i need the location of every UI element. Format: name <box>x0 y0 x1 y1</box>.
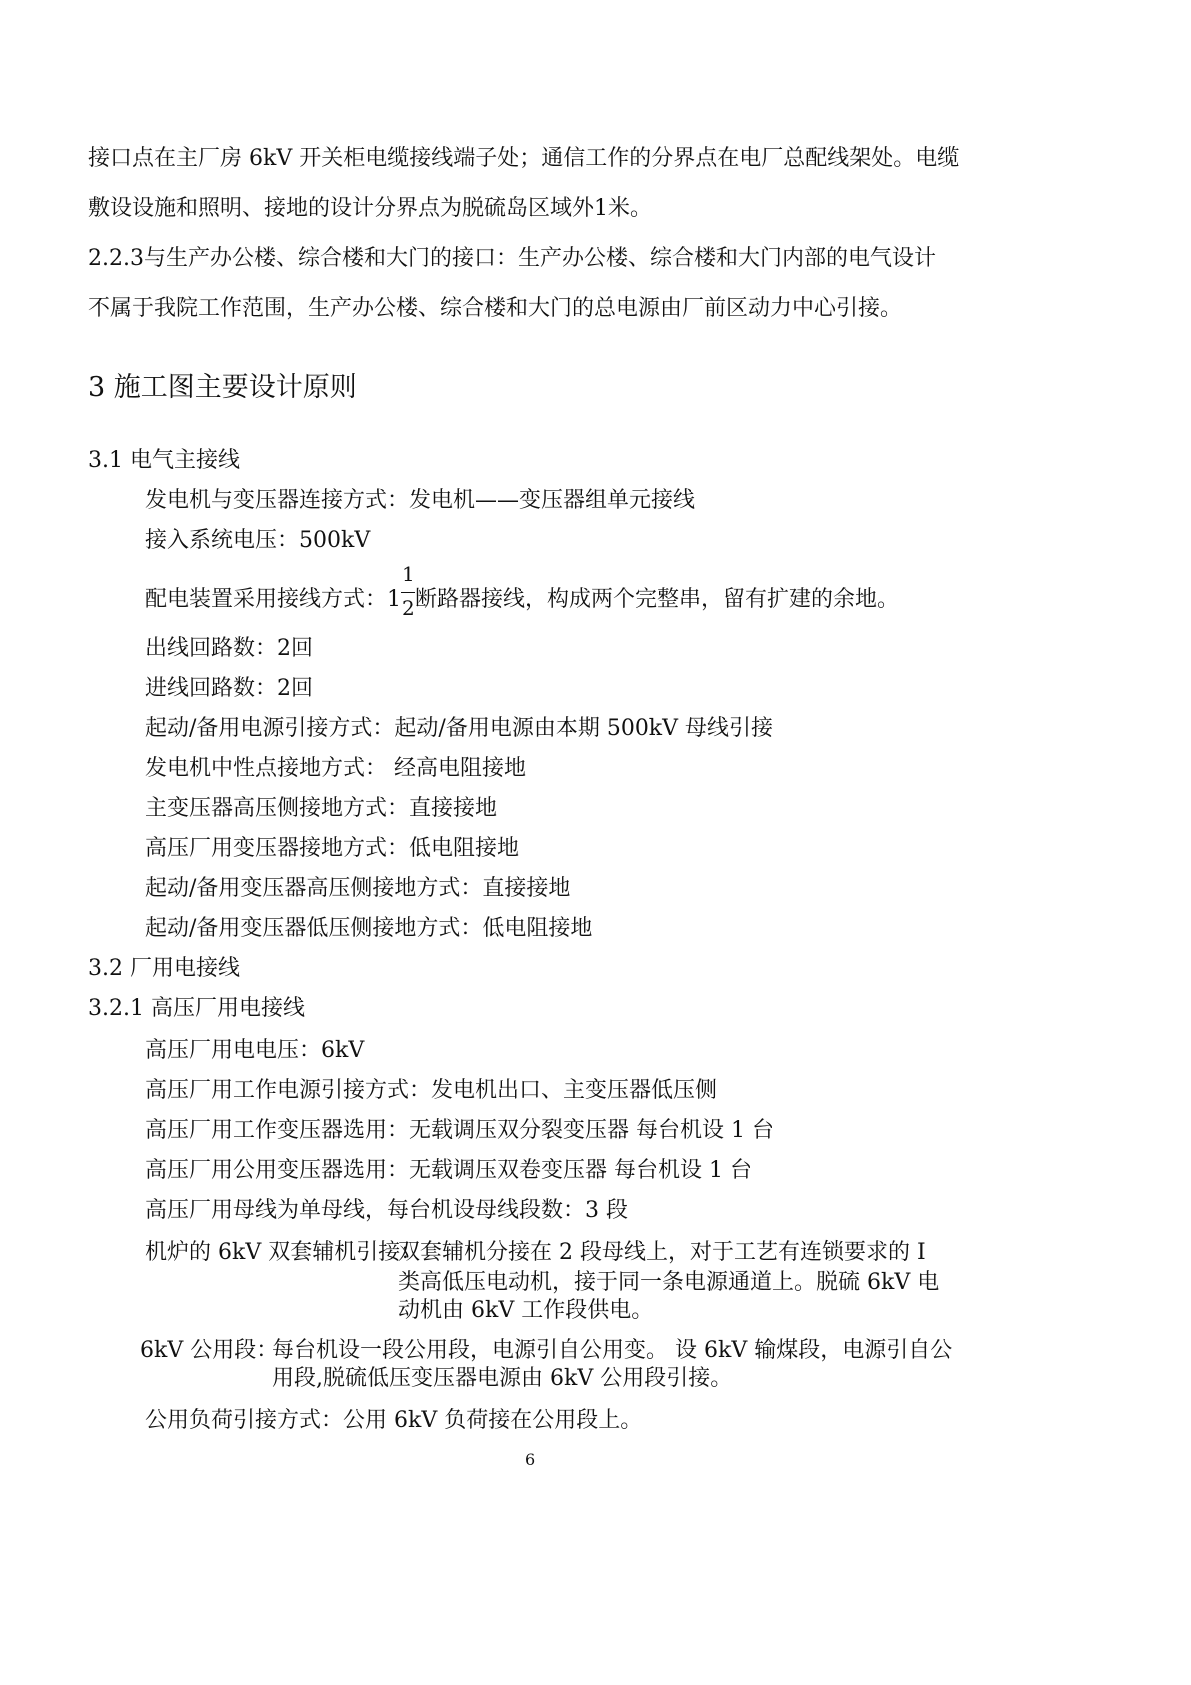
section-3-2-1-heading: 3.2.1 高压厂用电接线 <box>88 996 305 1021</box>
fraction-bar <box>401 592 415 593</box>
section-3-heading: 3 施工图主要设计原则 <box>88 372 357 403</box>
aux-line-3: 动机由 6kV 工作段供电。 <box>398 1298 654 1323</box>
item-gen-transformer-connection: 发电机与变压器连接方式：发电机——变压器组单元接线 <box>145 488 696 513</box>
public-section-label: 6kV 公用段： <box>140 1338 279 1363</box>
one-half-fraction <box>401 562 415 620</box>
item-outgoing-circuits: 出线回路数：2回 <box>145 636 313 661</box>
public-section-line-1: 每台机设一段公用段，电源引自公用变。 设 6kV 输煤段，电源引自公 <box>272 1338 953 1363</box>
switchgear-suffix: 断路器接线，构成两个完整串，留有扩建的余地。 <box>415 587 900 612</box>
intro-line-1: 接口点在主厂房 6kV 开关柜电缆接线端子处；通信工作的分界点在电厂总配线架处。电缆 <box>88 146 960 171</box>
item-hv-busbar-sections: 高压厂用母线为单母线，每台机设母线段数：3 段 <box>145 1198 628 1223</box>
item-hv-station-voltage: 高压厂用电电压：6kV <box>145 1038 365 1063</box>
fraction-numerator: 1 <box>402 562 415 586</box>
item-hv-working-source: 高压厂用工作电源引接方式：发电机出口、主变压器低压侧 <box>145 1078 718 1103</box>
item-system-voltage: 接入系统电压：500kV <box>145 528 371 553</box>
public-load-connection: 公用负荷引接方式：公用 6kV 负荷接在公用段上。 <box>145 1408 643 1433</box>
item-startup-transformer-hv-grounding: 起动/备用变压器高压侧接地方式：直接接地 <box>145 876 571 901</box>
switchgear-prefix: 配电装置采用接线方式：1 <box>145 587 401 612</box>
item-startup-power-source: 起动/备用电源引接方式：起动/备用电源由本期 500kV 母线引接 <box>145 716 774 741</box>
fraction-denominator: 2 <box>402 596 415 620</box>
intro-line-2: 敷设设施和照明、接地的设计分界点为脱硫岛区域外1米。 <box>88 196 652 221</box>
item-hv-working-transformer: 高压厂用工作变压器选用：无载调压双分裂变压器 每台机设 1 台 <box>145 1118 774 1143</box>
item-main-transformer-hv-grounding: 主变压器高压侧接地方式：直接接地 <box>145 796 498 821</box>
aux-line-2: 类高低压电动机，接于同一条电源通道上。脱硫 6kV 电 <box>398 1270 940 1295</box>
item-switchgear-wiring <box>145 562 900 620</box>
item-startup-transformer-lv-grounding: 起动/备用变压器低压侧接地方式：低电阻接地 <box>145 916 593 941</box>
item-gen-neutral-grounding: 发电机中性点接地方式： 经高电阻接地 <box>145 756 526 781</box>
page-number: 6 <box>525 1450 536 1469</box>
item-hv-public-transformer: 高压厂用公用变压器选用：无载调压双卷变压器 每台机设 1 台 <box>145 1158 752 1183</box>
aux-label: 机炉的 6kV 双套辅机引接： <box>145 1240 423 1265</box>
aux-line-1: 双套辅机分接在 2 段母线上，对于工艺有连锁要求的 I <box>398 1240 926 1265</box>
section-3-1-heading: 3.1 电气主接线 <box>88 448 240 473</box>
section-3-2-heading: 3.2 厂用电接线 <box>88 956 240 981</box>
item-hv-station-transformer-grounding: 高压厂用变压器接地方式：低电阻接地 <box>145 836 520 861</box>
item-incoming-circuits: 进线回路数：2回 <box>145 676 313 701</box>
intro-line-3: 2.2.3与生产办公楼、综合楼和大门的接口：生产办公楼、综合楼和大门内部的电气设计 <box>88 246 936 271</box>
public-section-line-2: 用段,脱硫低压变压器电源由 6kV 公用段引接。 <box>272 1366 733 1391</box>
intro-line-4: 不属于我院工作范围，生产办公楼、综合楼和大门的总电源由厂前区动力中心引接。 <box>88 296 903 321</box>
